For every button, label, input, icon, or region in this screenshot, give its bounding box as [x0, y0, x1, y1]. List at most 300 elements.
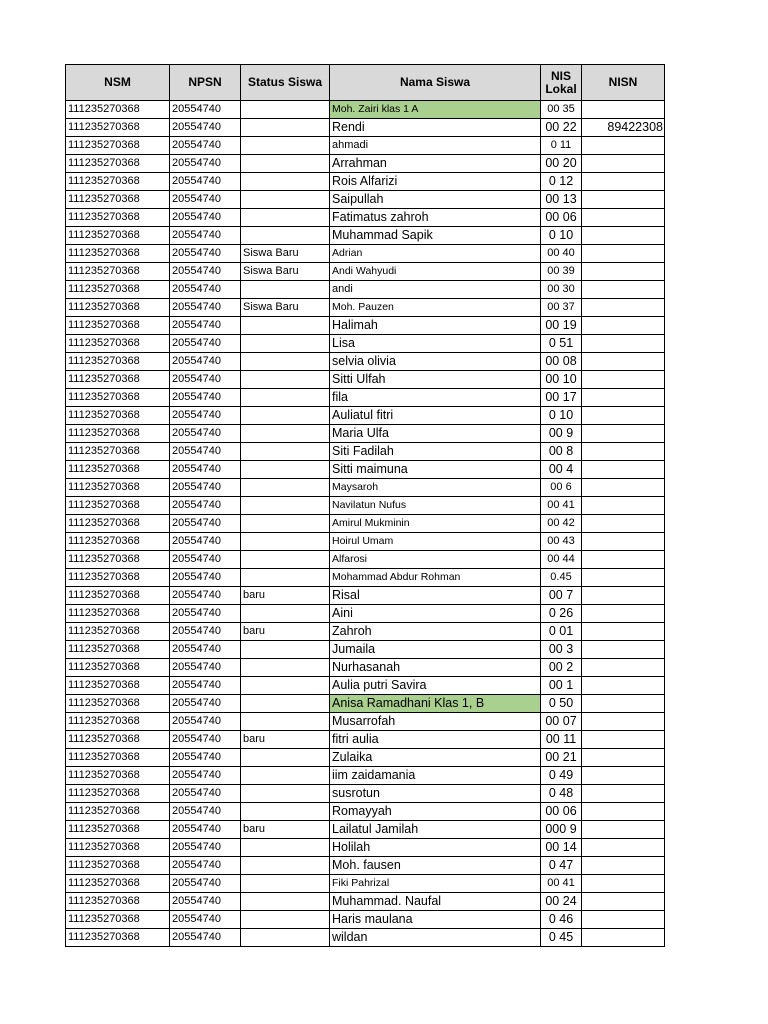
cell-nis-lokal: 0 11	[541, 137, 582, 155]
cell-nama: Hoirul Umam	[330, 533, 541, 551]
cell-nisn	[582, 479, 665, 497]
table-header	[66, 65, 665, 101]
cell-nis-lokal: 00 17	[541, 389, 582, 407]
table-row	[66, 389, 665, 407]
cell-nis-lokal: 00 08	[541, 353, 582, 371]
table-row	[66, 821, 665, 839]
cell-status	[241, 677, 330, 695]
cell-nis-lokal: 00 13	[541, 191, 582, 209]
table-row	[66, 911, 665, 929]
cell-nsm: 111235270368	[66, 821, 170, 839]
table-row	[66, 227, 665, 245]
cell-nis-lokal: 00 10	[541, 371, 582, 389]
cell-status	[241, 929, 330, 947]
cell-nama: Anisa Ramadhani Klas 1, B	[330, 695, 541, 713]
cell-nisn	[582, 299, 665, 317]
cell-status: baru	[241, 623, 330, 641]
cell-nsm: 111235270368	[66, 281, 170, 299]
cell-status	[241, 101, 330, 119]
cell-npsn: 20554740	[170, 137, 241, 155]
cell-nsm: 111235270368	[66, 767, 170, 785]
cell-npsn: 20554740	[170, 803, 241, 821]
cell-npsn: 20554740	[170, 353, 241, 371]
table-row	[66, 407, 665, 425]
cell-nis-lokal: 00 24	[541, 893, 582, 911]
cell-nis-lokal: 0 46	[541, 911, 582, 929]
cell-nisn	[582, 389, 665, 407]
table-row	[66, 677, 665, 695]
cell-nis-lokal: 0 10	[541, 227, 582, 245]
cell-nsm: 111235270368	[66, 587, 170, 605]
cell-nama: Risal	[330, 587, 541, 605]
cell-status	[241, 803, 330, 821]
cell-nsm: 111235270368	[66, 677, 170, 695]
cell-nisn	[582, 623, 665, 641]
cell-npsn: 20554740	[170, 371, 241, 389]
cell-status	[241, 641, 330, 659]
cell-status	[241, 911, 330, 929]
cell-nsm: 111235270368	[66, 245, 170, 263]
cell-nis-lokal: 00 43	[541, 533, 582, 551]
cell-nis-lokal: 0 26	[541, 605, 582, 623]
cell-nisn	[582, 659, 665, 677]
cell-nama: Navilatun Nufus	[330, 497, 541, 515]
cell-status	[241, 497, 330, 515]
table-row	[66, 533, 665, 551]
cell-status: Siswa Baru	[241, 263, 330, 281]
table-row	[66, 623, 665, 641]
cell-nsm: 111235270368	[66, 929, 170, 947]
cell-npsn: 20554740	[170, 263, 241, 281]
cell-status: Siswa Baru	[241, 299, 330, 317]
cell-status	[241, 443, 330, 461]
cell-nsm: 111235270368	[66, 731, 170, 749]
cell-nis-lokal: 00 20	[541, 155, 582, 173]
cell-nama: Amirul Mukminin	[330, 515, 541, 533]
cell-npsn: 20554740	[170, 695, 241, 713]
cell-nisn	[582, 605, 665, 623]
cell-nama: susrotun	[330, 785, 541, 803]
cell-nis-lokal: 00 40	[541, 245, 582, 263]
cell-nisn	[582, 191, 665, 209]
header-nama: Nama Siswa	[330, 65, 541, 101]
cell-nis-lokal: 00 3	[541, 641, 582, 659]
cell-nama: iim zaidamania	[330, 767, 541, 785]
cell-npsn: 20554740	[170, 731, 241, 749]
cell-npsn: 20554740	[170, 569, 241, 587]
table-row	[66, 767, 665, 785]
cell-npsn: 20554740	[170, 119, 241, 137]
cell-status	[241, 551, 330, 569]
cell-npsn: 20554740	[170, 317, 241, 335]
cell-nama: Maysaroh	[330, 479, 541, 497]
cell-status	[241, 281, 330, 299]
cell-status	[241, 191, 330, 209]
cell-npsn: 20554740	[170, 227, 241, 245]
cell-nisn	[582, 839, 665, 857]
header-npsn: NPSN	[170, 65, 241, 101]
cell-nama: Aini	[330, 605, 541, 623]
cell-status	[241, 155, 330, 173]
cell-npsn: 20554740	[170, 929, 241, 947]
cell-nisn	[582, 803, 665, 821]
cell-nis-lokal: 00 4	[541, 461, 582, 479]
cell-npsn: 20554740	[170, 191, 241, 209]
cell-npsn: 20554740	[170, 209, 241, 227]
cell-nsm: 111235270368	[66, 749, 170, 767]
table-row	[66, 893, 665, 911]
cell-nama: Alfarosi	[330, 551, 541, 569]
cell-nis-lokal: 0 10	[541, 407, 582, 425]
cell-nisn	[582, 857, 665, 875]
cell-nisn	[582, 641, 665, 659]
table-row	[66, 857, 665, 875]
cell-nsm: 111235270368	[66, 461, 170, 479]
cell-nsm: 111235270368	[66, 911, 170, 929]
cell-npsn: 20554740	[170, 659, 241, 677]
cell-nisn	[582, 209, 665, 227]
cell-nama: Moh. fausen	[330, 857, 541, 875]
table-row	[66, 497, 665, 515]
header-nsm: NSM	[66, 65, 170, 101]
cell-npsn: 20554740	[170, 155, 241, 173]
cell-nisn	[582, 407, 665, 425]
cell-nis-lokal: 00 39	[541, 263, 582, 281]
cell-nsm: 111235270368	[66, 893, 170, 911]
cell-npsn: 20554740	[170, 605, 241, 623]
cell-nama: Adrian	[330, 245, 541, 263]
cell-nisn	[582, 227, 665, 245]
cell-nama: Romayyah	[330, 803, 541, 821]
cell-nisn	[582, 875, 665, 893]
cell-npsn: 20554740	[170, 533, 241, 551]
cell-nis-lokal: 00 9	[541, 425, 582, 443]
cell-nisn	[582, 281, 665, 299]
cell-nama: Sitti maimuna	[330, 461, 541, 479]
header-status: Status Siswa	[241, 65, 330, 101]
table-row	[66, 317, 665, 335]
cell-npsn: 20554740	[170, 821, 241, 839]
cell-status	[241, 875, 330, 893]
cell-npsn: 20554740	[170, 515, 241, 533]
cell-nis-lokal: 00 14	[541, 839, 582, 857]
cell-npsn: 20554740	[170, 245, 241, 263]
cell-nsm: 111235270368	[66, 407, 170, 425]
cell-npsn: 20554740	[170, 623, 241, 641]
cell-nisn	[582, 695, 665, 713]
cell-nama: fila	[330, 389, 541, 407]
table-row	[66, 731, 665, 749]
cell-nisn	[582, 173, 665, 191]
header-nisn: NISN	[582, 65, 665, 101]
cell-nis-lokal: 00 42	[541, 515, 582, 533]
cell-status	[241, 695, 330, 713]
cell-npsn: 20554740	[170, 461, 241, 479]
cell-nsm: 111235270368	[66, 803, 170, 821]
cell-status	[241, 785, 330, 803]
cell-nsm: 111235270368	[66, 641, 170, 659]
cell-status	[241, 749, 330, 767]
cell-npsn: 20554740	[170, 677, 241, 695]
cell-status	[241, 227, 330, 245]
cell-nis-lokal: 00 30	[541, 281, 582, 299]
cell-nama: wildan	[330, 929, 541, 947]
cell-nama: Jumaila	[330, 641, 541, 659]
cell-nsm: 111235270368	[66, 389, 170, 407]
cell-nsm: 111235270368	[66, 173, 170, 191]
cell-nis-lokal: 0 48	[541, 785, 582, 803]
cell-nama: selvia olivia	[330, 353, 541, 371]
cell-nisn	[582, 425, 665, 443]
cell-nis-lokal: 00 22	[541, 119, 582, 137]
cell-nama: Lailatul Jamilah	[330, 821, 541, 839]
cell-nisn	[582, 713, 665, 731]
cell-nama: Fiki Pahrizal	[330, 875, 541, 893]
cell-nisn	[582, 317, 665, 335]
cell-nisn	[582, 677, 665, 695]
cell-nisn	[582, 731, 665, 749]
table-row	[66, 785, 665, 803]
cell-nsm: 111235270368	[66, 857, 170, 875]
cell-nama: Haris maulana	[330, 911, 541, 929]
cell-npsn: 20554740	[170, 641, 241, 659]
cell-nis-lokal: 00 6	[541, 479, 582, 497]
table-row	[66, 155, 665, 173]
cell-nisn: 89422308	[582, 119, 665, 137]
student-table	[65, 64, 665, 947]
table-row	[66, 605, 665, 623]
cell-status	[241, 839, 330, 857]
table-row	[66, 119, 665, 137]
cell-nsm: 111235270368	[66, 839, 170, 857]
header-row	[66, 65, 665, 101]
cell-nisn	[582, 785, 665, 803]
cell-npsn: 20554740	[170, 713, 241, 731]
cell-npsn: 20554740	[170, 479, 241, 497]
table-row	[66, 659, 665, 677]
table-row	[66, 443, 665, 461]
table-row	[66, 929, 665, 947]
header-nis-line1: NIS	[550, 68, 571, 83]
table-row	[66, 191, 665, 209]
cell-nis-lokal: 0 50	[541, 695, 582, 713]
cell-nsm: 111235270368	[66, 227, 170, 245]
cell-nama: Andi Wahyudi	[330, 263, 541, 281]
cell-nama: Saipullah	[330, 191, 541, 209]
cell-status: Siswa Baru	[241, 245, 330, 263]
table-row	[66, 713, 665, 731]
cell-nsm: 111235270368	[66, 425, 170, 443]
cell-nisn	[582, 371, 665, 389]
cell-nama: ahmadi	[330, 137, 541, 155]
cell-status	[241, 461, 330, 479]
cell-nsm: 111235270368	[66, 551, 170, 569]
cell-nisn	[582, 821, 665, 839]
cell-nis-lokal: 0.45	[541, 569, 582, 587]
cell-nis-lokal: 0 45	[541, 929, 582, 947]
cell-nsm: 111235270368	[66, 155, 170, 173]
cell-status	[241, 119, 330, 137]
cell-nama: andi	[330, 281, 541, 299]
cell-nis-lokal: 00 06	[541, 803, 582, 821]
cell-npsn: 20554740	[170, 389, 241, 407]
table-row	[66, 425, 665, 443]
cell-nama: Muhammad Sapik	[330, 227, 541, 245]
table-row	[66, 101, 665, 119]
cell-nsm: 111235270368	[66, 317, 170, 335]
cell-status	[241, 317, 330, 335]
cell-nis-lokal: 00 8	[541, 443, 582, 461]
cell-nsm: 111235270368	[66, 443, 170, 461]
cell-status	[241, 857, 330, 875]
cell-npsn: 20554740	[170, 497, 241, 515]
cell-status	[241, 569, 330, 587]
cell-nis-lokal: 0 51	[541, 335, 582, 353]
cell-npsn: 20554740	[170, 173, 241, 191]
cell-status	[241, 389, 330, 407]
table-row	[66, 515, 665, 533]
cell-npsn: 20554740	[170, 101, 241, 119]
cell-nsm: 111235270368	[66, 353, 170, 371]
table-row	[66, 569, 665, 587]
cell-nis-lokal: 00 06	[541, 209, 582, 227]
cell-nis-lokal: 0 12	[541, 173, 582, 191]
cell-nisn	[582, 929, 665, 947]
cell-nis-lokal: 00 19	[541, 317, 582, 335]
cell-nsm: 111235270368	[66, 785, 170, 803]
cell-nama: Zulaika	[330, 749, 541, 767]
table-row	[66, 803, 665, 821]
table-row	[66, 335, 665, 353]
table-row	[66, 137, 665, 155]
cell-nisn	[582, 353, 665, 371]
cell-nisn	[582, 101, 665, 119]
cell-nsm: 111235270368	[66, 335, 170, 353]
table-row	[66, 461, 665, 479]
cell-npsn: 20554740	[170, 767, 241, 785]
cell-status	[241, 605, 330, 623]
cell-nisn	[582, 263, 665, 281]
cell-nis-lokal: 00 11	[541, 731, 582, 749]
cell-nsm: 111235270368	[66, 263, 170, 281]
cell-npsn: 20554740	[170, 425, 241, 443]
cell-nama: Arrahman	[330, 155, 541, 173]
cell-nama: Maria Ulfa	[330, 425, 541, 443]
table-row	[66, 695, 665, 713]
cell-nama: Musarrofah	[330, 713, 541, 731]
cell-status	[241, 533, 330, 551]
cell-nama: Moh. Pauzen	[330, 299, 541, 317]
header-nis-lokal	[541, 65, 582, 101]
cell-npsn: 20554740	[170, 893, 241, 911]
cell-nis-lokal: 00 2	[541, 659, 582, 677]
table-row	[66, 749, 665, 767]
cell-status	[241, 425, 330, 443]
table-row	[66, 479, 665, 497]
cell-nsm: 111235270368	[66, 209, 170, 227]
cell-nis-lokal: 000 9	[541, 821, 582, 839]
cell-nisn	[582, 551, 665, 569]
table-row	[66, 587, 665, 605]
table-row	[66, 209, 665, 227]
cell-nis-lokal: 00 41	[541, 875, 582, 893]
cell-nis-lokal: 00 7	[541, 587, 582, 605]
cell-npsn: 20554740	[170, 299, 241, 317]
table-row	[66, 875, 665, 893]
cell-status	[241, 173, 330, 191]
cell-nis-lokal: 00 37	[541, 299, 582, 317]
table-row	[66, 551, 665, 569]
cell-nama: Fatimatus zahroh	[330, 209, 541, 227]
cell-nisn	[582, 515, 665, 533]
table-row	[66, 173, 665, 191]
cell-nis-lokal: 0 01	[541, 623, 582, 641]
cell-nama: Auliatul fitri	[330, 407, 541, 425]
cell-nama: Rois Alfarizi	[330, 173, 541, 191]
cell-nisn	[582, 587, 665, 605]
cell-nama: Sitti Ulfah	[330, 371, 541, 389]
cell-npsn: 20554740	[170, 407, 241, 425]
cell-nis-lokal: 00 1	[541, 677, 582, 695]
cell-nisn	[582, 767, 665, 785]
cell-nis-lokal: 00 21	[541, 749, 582, 767]
table-row	[66, 839, 665, 857]
cell-nisn	[582, 335, 665, 353]
cell-npsn: 20554740	[170, 875, 241, 893]
cell-npsn: 20554740	[170, 911, 241, 929]
table-body	[66, 101, 665, 947]
cell-status	[241, 407, 330, 425]
cell-nsm: 111235270368	[66, 623, 170, 641]
cell-nisn	[582, 137, 665, 155]
cell-npsn: 20554740	[170, 785, 241, 803]
cell-npsn: 20554740	[170, 443, 241, 461]
cell-nama: fitri aulia	[330, 731, 541, 749]
cell-nsm: 111235270368	[66, 875, 170, 893]
cell-nsm: 111235270368	[66, 713, 170, 731]
cell-status	[241, 713, 330, 731]
cell-nisn	[582, 155, 665, 173]
cell-nsm: 111235270368	[66, 515, 170, 533]
cell-nama: Mohammad Abdur Rohman	[330, 569, 541, 587]
cell-npsn: 20554740	[170, 281, 241, 299]
table-row	[66, 245, 665, 263]
cell-nisn	[582, 533, 665, 551]
cell-nis-lokal: 0 49	[541, 767, 582, 785]
cell-nis-lokal: 0 47	[541, 857, 582, 875]
cell-nsm: 111235270368	[66, 695, 170, 713]
cell-npsn: 20554740	[170, 857, 241, 875]
table-row	[66, 299, 665, 317]
cell-npsn: 20554740	[170, 839, 241, 857]
cell-nis-lokal: 00 44	[541, 551, 582, 569]
cell-status: baru	[241, 731, 330, 749]
cell-status: baru	[241, 587, 330, 605]
cell-nsm: 111235270368	[66, 533, 170, 551]
cell-nisn	[582, 749, 665, 767]
cell-nama: Rendi	[330, 119, 541, 137]
cell-nisn	[582, 443, 665, 461]
cell-status	[241, 137, 330, 155]
cell-nsm: 111235270368	[66, 497, 170, 515]
cell-npsn: 20554740	[170, 335, 241, 353]
cell-nama: Nurhasanah	[330, 659, 541, 677]
cell-nsm: 111235270368	[66, 191, 170, 209]
cell-nisn	[582, 569, 665, 587]
cell-status: baru	[241, 821, 330, 839]
cell-nama: Moh. Zairi klas 1 A	[330, 101, 541, 119]
cell-npsn: 20554740	[170, 587, 241, 605]
